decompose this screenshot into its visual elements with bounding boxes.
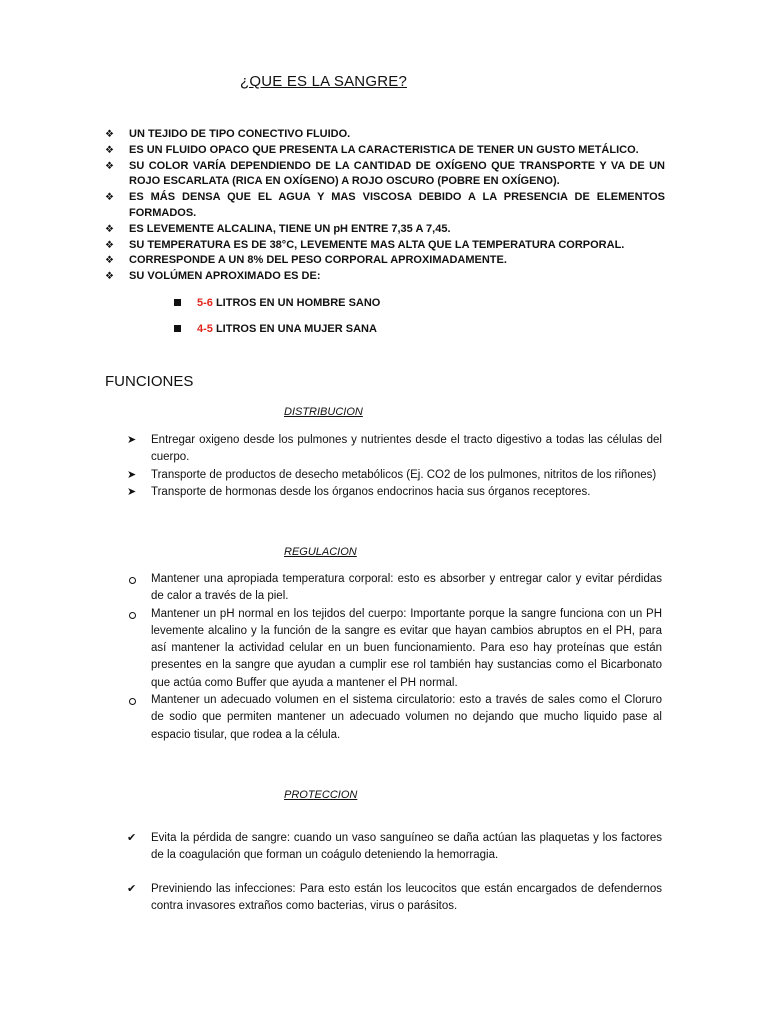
distribucion-subheading: DISTRIBUCION: [284, 406, 363, 418]
facts-list: [105, 127, 665, 285]
regulacion-list: [127, 571, 662, 744]
volume-item-male: [173, 295, 380, 321]
list-item: ➤ Transporte de productos de desecho metabólicos (Ej. CO2 de los pulmones, nitritos de los riñones): [127, 467, 662, 484]
fact-item: ❖ CORRESPONDE A UN 8% DEL PESO CORPORAL APROXIMADAMENTE.: [105, 253, 665, 269]
fact-item: ❖ ES UN FLUIDO OPACO QUE PRESENTA LA CARACTERISTICA DE TENER UN GUSTO METÁLICO.: [105, 143, 665, 159]
list-item: Mantener una apropiada temperatura corporal: esto es absorber y entregar calor y evitar pérdidas de calor a través de la piel.: [127, 571, 662, 606]
volume-text: LITROS EN UN HOMBRE SANO: [212, 297, 381, 309]
volume-range: 5-6: [197, 297, 213, 309]
list-item: Mantener un adecuado volumen en el sistema circulatorio: esto a través de sales como el Cloruro de sodio que permiten mantener un adecuado volumen no dejando que mucho liquido pase al espacio tisular, que rodea a la célula.: [127, 692, 662, 744]
list-item: Mantener un pH normal en los tejidos del cuerpo: Importante porque la sangre funciona con un PH levemente alcalino y la función de la sangre es evitar que hayan cambios abruptos en el PH, para así mantener la actividad celular en un buen funcionamiento. Para eso hay proteínas que están presentes en la sangre que ayudan a cumplir ese rol también hay sustancias como el Bicarbonato que actúa como Buffer que ayuda a mantener el PH normal.: [127, 606, 662, 692]
document-title: ¿QUE ES LA SANGRE?: [240, 73, 407, 90]
volume-item-female: [173, 321, 380, 347]
distribucion-list: [127, 432, 662, 501]
volume-list: [173, 295, 380, 347]
funciones-heading: FUNCIONES: [105, 373, 194, 390]
volume-text: LITROS EN UNA MUJER SANA: [212, 323, 377, 335]
fact-item: ❖ UN TEJIDO DE TIPO CONECTIVO FLUIDO.: [105, 127, 665, 143]
fact-item: ❖ SU TEMPERATURA ES DE 38°C, LEVEMENTE MAS ALTA QUE LA TEMPERATURA CORPORAL.: [105, 238, 665, 254]
list-item: ✔ Evita la pérdida de sangre: cuando un vaso sanguíneo se daña actúan las plaquetas y los factores de la coagulación que forman un coágulo deteniendo la hemorragia.: [127, 830, 662, 865]
list-item: ✔ Previniendo las infecciones: Para esto están los leucocitos que están encargados de defendernos contra invasores extraños como bacterias, virus o parásitos.: [127, 881, 662, 916]
regulacion-subheading: REGULACION: [284, 546, 357, 558]
fact-item: ❖ SU VOLÚMEN APROXIMADO ES DE:: [105, 269, 665, 285]
fact-item: ❖ SU COLOR VARÍA DEPENDIENDO DE LA CANTIDAD DE OXÍGENO QUE TRANSPORTE Y VA DE UN ROJO ESCARLATA (RICA EN OXÍGENO) A ROJO OSCURO (POBRE EN OXÍGENO).: [105, 159, 665, 191]
proteccion-subheading: PROTECCION: [284, 789, 358, 801]
list-item: ➤ Entregar oxigeno desde los pulmones y nutrientes desde el tracto digestivo a todas las células del cuerpo.: [127, 432, 662, 467]
fact-item: ❖ ES MÁS DENSA QUE EL AGUA Y MAS VISCOSA DEBIDO A LA PRESENCIA DE ELEMENTOS FORMADOS.: [105, 190, 665, 222]
volume-range: 4-5: [197, 323, 213, 335]
list-item: ➤ Transporte de hormonas desde los órganos endocrinos hacia sus órganos receptores.: [127, 484, 662, 501]
fact-item: ❖ ES LEVEMENTE ALCALINA, TIENE UN pH ENTRE 7,35 A 7,45.: [105, 222, 665, 238]
proteccion-list: [127, 830, 662, 931]
